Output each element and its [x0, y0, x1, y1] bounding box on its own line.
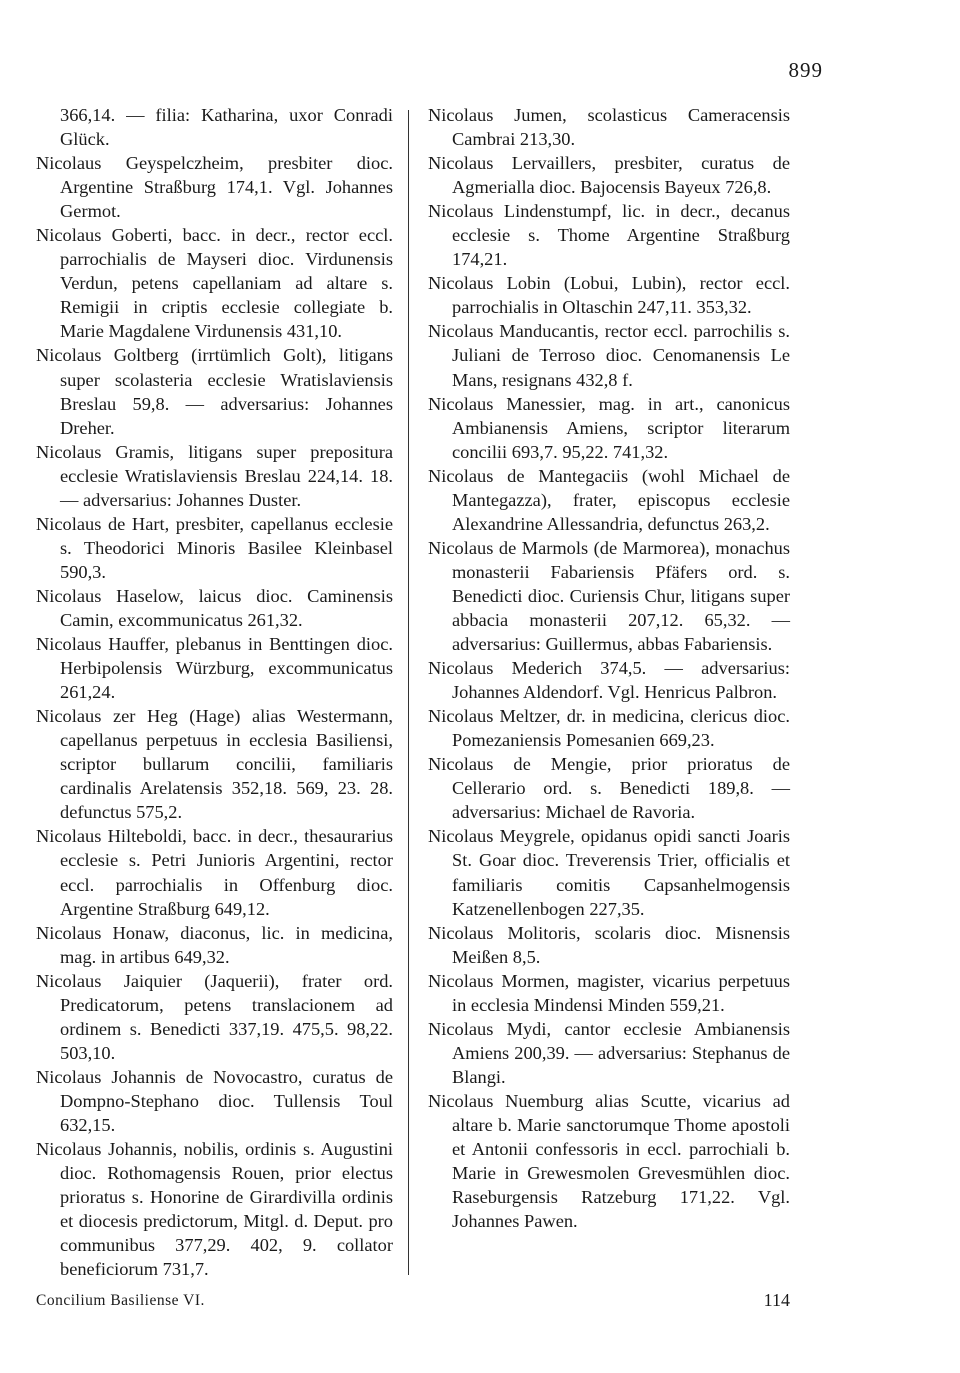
index-entry: Nicolaus Manducantis, rector eccl. parrochilis s. Juliani de Terroso dioc. Cenomanensis Le Mans, resignans 432,8 f. [428, 321, 790, 390]
index-entry: Nicolaus de Mantegaciis (wohl Michael de Mantegazza), frater, episcopus ecclesie Alexandrine Allessandria, defunctus 263,2. [428, 465, 790, 534]
index-entry: Nicolaus Gramis, litigans super prepositura ecclesie Wratislaviensis Breslau 224,14. 18. — adversarius: Johannes Duster. [36, 441, 393, 510]
index-entry: Nicolaus de Mengie, prior prioratus de Cellerario ord. s. Benedicti 189,8. — adversarius: Michael de Ravoria. [428, 754, 790, 823]
right-column [428, 103, 790, 1233]
index-entry: Nicolaus Haselow, laicus dioc. Caminensis Camin, excommunicatus 261,32. [36, 585, 393, 630]
index-entry: Nicolaus Mydi, cantor ecclesie Ambianensis Amiens 200,39. — adversarius: Stephanus de Blangi. [428, 1018, 790, 1087]
index-entry: Nicolaus Johannis, nobilis, ordinis s. Augustini dioc. Rothomagensis Rouen, prior electus prioratus s. Honorine de Girardivilla ordinis et diocesis predictorum, Mitgl. d. Deput. pro communibus 377,29. 402, 9. collator beneficiorum 731,7. [36, 1139, 393, 1280]
index-entry: Nicolaus Lervaillers, presbiter, curatus de Agmerialla dioc. Bajocensis Bayeux 726,8. [428, 153, 790, 198]
index-entry: Nicolaus Goberti, bacc. in decr., rector eccl. parrochialis de Mayseri dioc. Virdunensis Verdun, petens capellaniam ad altare s. Remigii in criptis ecclesie collegiate b. Marie Magdalene Virdunensis 431,10. [36, 225, 393, 342]
footer-signature: Concilium Basiliense VI. [36, 1292, 205, 1309]
index-entry: Nicolaus Hauffer, plebanus in Benttingen dioc. Herbipolensis Würzburg, excommunicatus 261,24. [36, 634, 393, 703]
index-entry: Nicolaus de Hart, presbiter, capellanus ecclesie s. Theodorici Minoris Basilee Kleinbasel 590,3. [36, 513, 393, 582]
index-entry: Nicolaus Lindenstumpf, lic. in decr., decanus ecclesie s. Thome Argentine Straßburg 174,21. [428, 201, 790, 270]
index-entry: Nicolaus Johannis de Novocastro, curatus de Dompno-Stephano dioc. Tullensis Toul 632,15. [36, 1066, 393, 1135]
index-entry: Nicolaus Jumen, scolasticus Cameracensis Cambrai 213,30. [428, 105, 790, 150]
index-entry: Nicolaus Goltberg (irrtümlich Golt), litigans super scolasteria ecclesie Wratislaviensis Breslau 59,8. — adversarius: Johannes Dreher. [36, 345, 393, 438]
index-entry: Nicolaus Manessier, mag. in art., canonicus Ambianensis Amiens, scriptor literarum concilii 693,7. 95,22. 741,32. [428, 393, 790, 462]
left-column [36, 103, 393, 1281]
index-entry: Nicolaus Honaw, diaconus, lic. in medicina, mag. in artibus 649,32. [36, 922, 393, 967]
index-entry: Nicolaus Meygrele, opidanus opidi sancti Joaris St. Goar dioc. Treverensis Trier, officialis et familiaris comitis Capsanhelmogensis Katzenellenbogen 227,35. [428, 826, 790, 919]
index-entry: Nicolaus Nuemburg alias Scutte, vicarius ad altare b. Marie sanctorumque Thome apostoli et Antonii confessoris in eccl. parrochiali b. Marie in Grewesmolen Grevesmühlen dioc. Raseburgensis Ratzeburg 171,22. Vgl. Johannes Pawen. [428, 1090, 790, 1232]
column-divider [408, 110, 409, 1275]
index-entry: Nicolaus Mederich 374,5. — adversarius: Johannes Aldendorf. Vgl. Henricus Palbron. [428, 658, 790, 703]
index-entry: Nicolaus Hilteboldi, bacc. in decr., thesaurarius ecclesie s. Petri Junioris Argentini, rector eccl. parrochialis in Offenburg dioc. Argentine Straßburg 649,12. [36, 826, 393, 919]
index-entry: Nicolaus zer Heg (Hage) alias Westermann, capellanus perpetuus in ecclesia Basiliensi, scriptor bullarum concilii, familiaris cardinalis Arelatensis 352,18. 569, 23. 28. defunctus 575,2. [36, 706, 393, 823]
index-entry: Nicolaus Jaiquier (Jaquerii), frater ord. Predicatorum, petens translacionem ad ordinem s. Benedicti 337,19. 475,5. 98,22. 503,10. [36, 970, 393, 1063]
index-entry: Nicolaus Geyspelczheim, presbiter dioc. Argentine Straßburg 174,1. Vgl. Johannes Germot. [36, 153, 393, 222]
index-entry: Nicolaus de Marmols (de Marmorea), monachus monasterii Fabariensis Pfäfers ord. s. Benedicti dioc. Curiensis Chur, litigans super abbacia monasterii 207,12. 65,32. — adversarius: Guillermus, abbas Fabariensis. [428, 537, 790, 655]
footer-sheet-number: 114 [763, 1290, 790, 1310]
index-entry: Nicolaus Lobin (Lobui, Lubin), rector eccl. parrochialis in Oltaschin 247,11. 353,32. [428, 273, 790, 318]
page-number: 899 [788, 58, 823, 82]
index-entry: Nicolaus Molitoris, scolaris dioc. Misnensis Meißen 8,5. [428, 922, 790, 967]
index-entry: Nicolaus Meltzer, dr. in medicina, clericus dioc. Pomezaniensis Pomesanien 669,23. [428, 706, 790, 751]
index-entry: 366,14. — filia: Katharina, uxor Conradi Glück. [60, 105, 393, 150]
index-entry: Nicolaus Mormen, magister, vicarius perpetuus in ecclesia Mindensi Minden 559,21. [428, 970, 790, 1015]
